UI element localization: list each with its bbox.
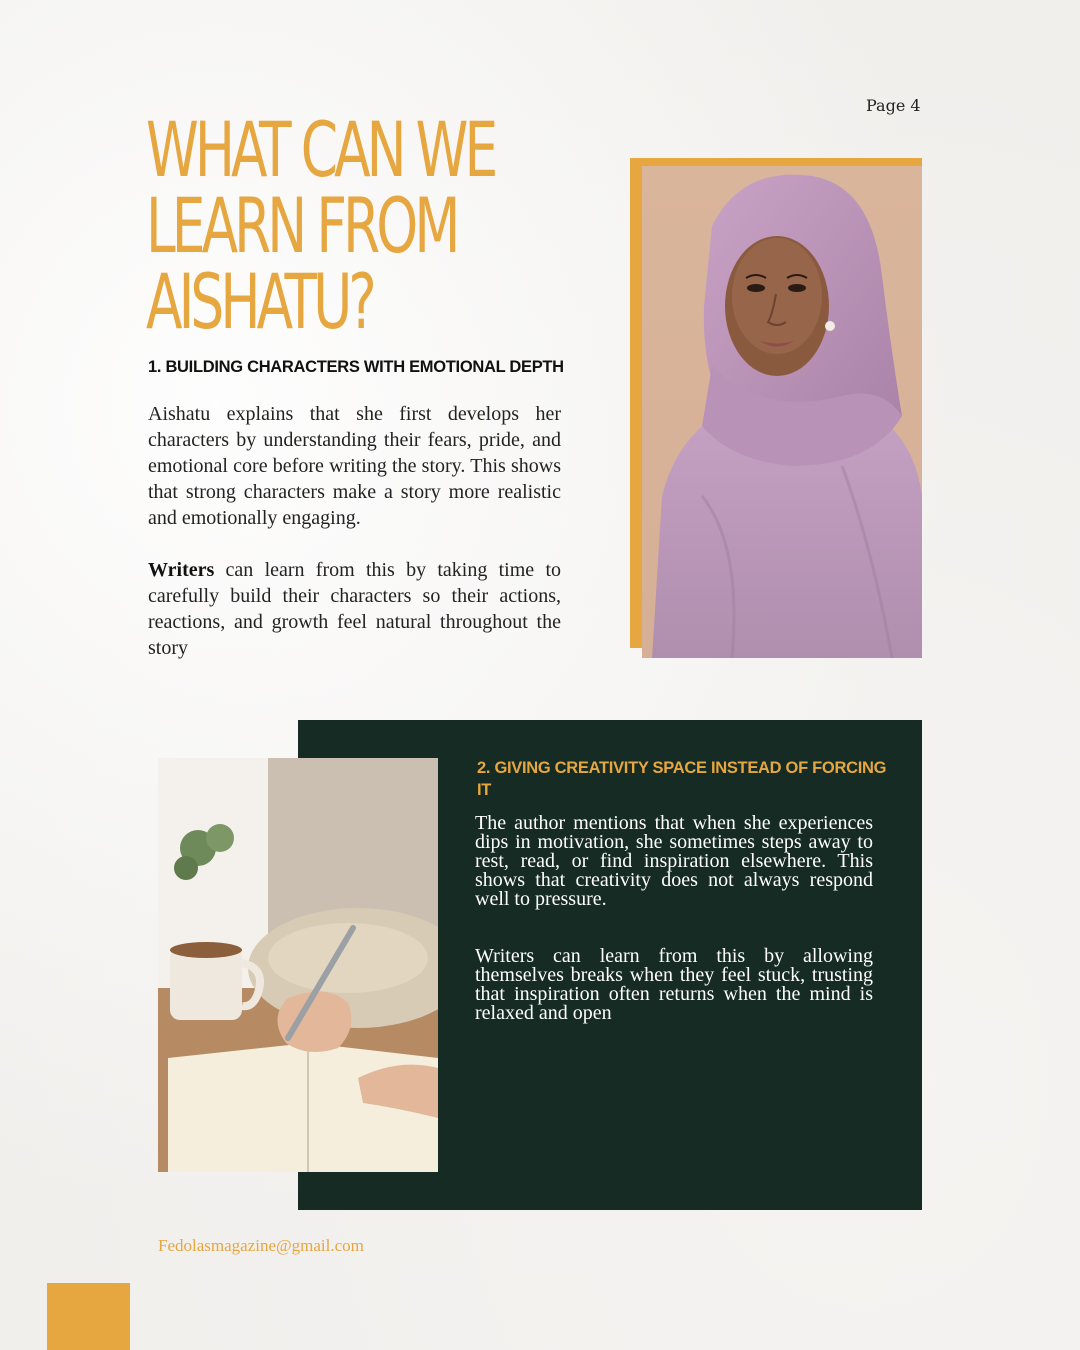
section1-paragraph [148,557,561,661]
portrait-photo [642,166,922,658]
section1-paragraph-text: can learn from this by taking time to carefully build their characters so their actions, reactions, and growth feel natural throughout the story [148,559,561,659]
section2-paragraph: The author mentions that when she experiences dips in motivation, she sometimes steps away to rest, read, or find inspiration elsewhere. This shows that creativity does not always respond well to pressure. [475,812,873,910]
section1-bold-word: Writers [148,559,215,581]
title-line: WHAT CAN WE [146,105,495,194]
section1-body [148,401,561,661]
corner-accent-square [47,1283,130,1350]
page-title [146,105,505,346]
section1-paragraph: Aishatu explains that she first develops her characters by understanding their fears, pride, and emotional core before writing the story. This shows that strong characters make a story more realistic and emotionally engaging. [148,403,561,529]
contact-email: Fedolasmagazine@gmail.com [158,1236,364,1255]
section2-body [475,814,873,1023]
section1-heading: 1. BUILDING CHARACTERS WITH EMOTIONAL DEPTH [148,358,564,376]
section2-paragraph: Writers can learn from this by allowing themselves breaks when they feel stuck, trusting that inspiration often returns when the mind is relaxed and open [475,945,873,1024]
writing-photo [158,758,438,1172]
title-line: AISHATU? [146,257,373,346]
title-line: LEARN FROM [146,181,457,270]
page-number: Page 4 [866,96,921,115]
writing-illustration [158,758,438,1172]
section2-heading: 2. GIVING CREATIVITY SPACE INSTEAD OF FORCING IT [477,759,887,799]
portrait-illustration [642,166,922,658]
